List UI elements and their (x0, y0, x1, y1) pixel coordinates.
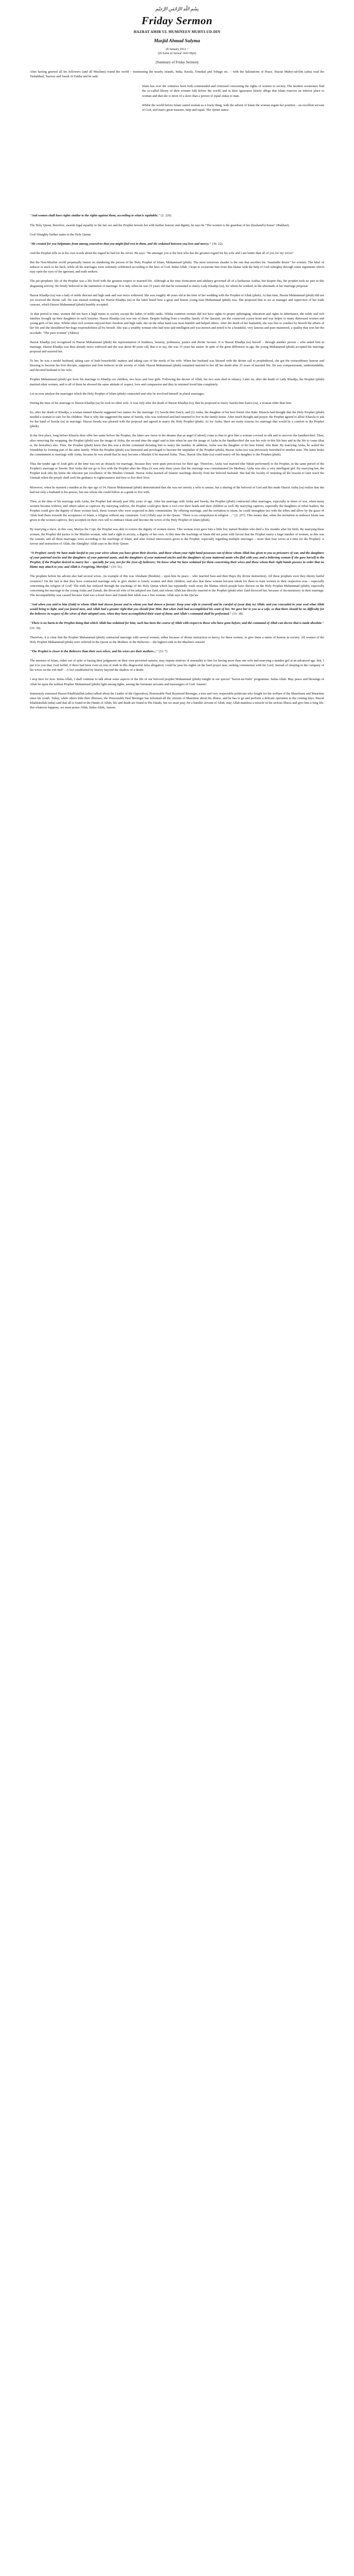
quote-reference: (33: 39). (30, 626, 41, 630)
quran-quote (30, 621, 324, 630)
paragraph: By marrying a slave, in this case, Mariya the Copt, the Prophet was able to restore the dignity of women slaves. This woman even gave him a little boy named Ibrahim who died a few months after his birth. By marrying these women, the Prophet did justice to the Muslim woman, who had a right in society, a dignity of her own. At this time the teachings of Islam did not point with favour that the Prophet marry a large number of women, as this was the custom, and all these marriages were according to the teachings of Islam, and after formal intercession given to the Prophet, especially regarding multiple marriages – more than four wives at a time (to the Prophet). A favour and instruction of Allah, the Almighty! Allah says in the Holy Quran: (30, 528, 324, 546)
bismillah-heading: بِسْمِ اللّهِ الرَّحْمٰنِ الرَّحِيْمِ (155, 6, 199, 11)
paragraph: So, after the death of Khadija, a woman named Khawla suggested two names for the marriage: (1) Sawda bint Zam'a, and (2) Aisha, the daughter of his best friend Abu Bakr. Khawla had thought that the Holy Prophet (pbuh) needed a woman to care for his children. That is why she suggested the name of Sawda, who was widowed and had returned to live in the family home. After much thought and prayer, the Prophet agreed to allow Khawla to ask for the hand of Sawda (ra) in marriage. Hazrat Sawda was pleased with the proposal and agreed to marry the Holy Prophet (pbuh). As for Aisha, there are many reasons for marriage that would be a comfort to the Prophet (pbuh). (30, 410, 324, 429)
paragraph: Thus the tender age of Arab girls at the time was not an obstacle for marriage, because they were quite precocious for their age. Therefore, Aisha was married (the Nikah performed) to the Prophet, in the same period of the Prophet's marriage to Sawda. But Aisha did not go to live with the Prophet after the Hijra (it was only three years that the marriage was consummated (in Medina). Aisha was also a very intelligent girl. By marrying her, the Prophet took into his home the educator par excellence of the Muslim Ummah. Hazrat Aisha learned all Islamic teachings directly from her beloved husband. She had the faculty of retaining all the lessons to later teach the Ummah when the people shall seek the guidance to righteousness and how to live their lives. (30, 462, 324, 480)
quote-reference: (30: 22). (212, 242, 223, 246)
quote-reference: (2: 229). (161, 214, 172, 218)
paragraph: The prophets before his advent also had several wives. An example of this was Abraham (Ibrahim) – upon him be peace – who married Sara and then Hajra (by divine instruction). All these prophets were they thirsty lustful creatures? On the fact is that they have contracted marriage only to give shelter to lonely women and their children, and also that these women become ideals for them to train women in their respective eras – especially concerning the religion of God? The truth has surfaced through the teachings of the Holy Quran which has repeatedly wash away the blames which people have thrown on the Holy Prophet Muhammad (pbuh), especially concerning his marriage to the young Aisha and Zainab, the divorced wife of his adopted son Zaid, and whom Allah has directly married to the Prophet (pbuh) after Zaid divorced her, because of inconsistency in their marriage. The incompatibility was caused because Zaid was a freed slave and Zainab bint Jahsh was a free woman. Allah says in the Qur'an: (30, 574, 324, 597)
paragraph: At that period in time, women did not have a high status in society except the ladies of noble ranks. Whilst common women did not have rights to proper upbringing, education and rights to inheritance, the noble and rich families brought up their daughters in such luxuries. Hazrat Khadija (ra) was one of them. Despite hailing from a wealthy family of the Quraish, yet she conserved a pure heart and was helper to many distressed women and young girls of her time. Whilst other rich women enjoyed their freedom and high rank, she on the other hand was most humble and helped others. After the death of her husbands, she was free to conduct by herself the affairs of her life and she shouldered her huge responsibilities all by herself. She was a wealthy woman who had wise and intelligent and was known and noted to be a beautiful, very famous and pure-mannered, a quality that won her the accolade: "The pure woman" (Tahira). (30, 312, 324, 335)
paragraph: Hazrat Khadija (ra) was a lady of noble descent and high rank and was twice widowed. She was roughly 40 years old at the time of her wedding with the Prophet of Allah (pbuh). At that time, Hazrat Muhammad (pbuh) did not yet received the divine call. He was instead working for Hazrat Khadija (ra) in the latter heard how a great and honest young man Muhammad (pbuh) was. She proposed him to act as manager and supervisor of her trade caravan, which Hazrat Muhammad (pbuh) humbly accepted. (30, 293, 324, 307)
wedding-illustration (30, 84, 133, 207)
quran-quote (30, 602, 324, 616)
paragraph: During the time of his marriage to Hazrat Khadija (ra) he took no other wife. It was only after the death of Hazrat Khadija (ra), that he proposed to marry Sawda bint Zam'a (ra), a woman older than him. (30, 401, 292, 405)
quran-quote (30, 242, 324, 246)
paragraph: But the Non-Muslim world perpetually insists on slandering the person of the Holy Prophet of Islam, Muhammad (pbuh). The most notorious slander is the one that ascribes his "insatiable desire" for women. The label of seducer is stuck to his back, while all his marriages were solemnly celebrated according to the laws of God. Insha-Allah, I hope to exonerate him from this blame with the help of God Almighty through some arguments which may open the eyes of the ignorant, and truth seekers. (30, 261, 324, 274)
paragraph: Then, at the time of his marriage with Aisha, the Prophet had already past fifty years of age. After his marriage with Aisha and Sawda, the Prophet (pbuh) contracted other marriages, especially in times of war, when many women became widows, and others taken as captives. By marrying widows, the Prophet could give them a roof over their heads and their children as well. By marrying captives, especially the daughters of tribal leaders, the Prophet could give the dignity of these women back, those women who were respected in their communities. By offering marriage, and the invitation to Islam, he could strengthen ties with the tribes and allow by the grace of Allah lead them towards the acceptance of Islam, a religion without any constraint. God (Allah) says in the Quran: "There is no compulsion in religion …" (2: 257). This means that, when the invitation to embrace Islam was given to the women captives, they accepted on their own will to embrace Islam and become the wives of the Holy Prophet of Islam (pbuh). (30, 499, 324, 522)
intro-section (30, 84, 324, 208)
date-gregorian: 20 January 2012 ~ (165, 47, 189, 51)
paragraph: Immensely esteemed Hazrat Khalifatullah (atba) talked about the Leader of the Opposition, Honourable Paul Raymond Berenger, a true and very respectable politician who fought for the welfare of the Mauritians and Mauritius since his youth. Today, while others hide their illnesses, the Honourable Paul Berenger has informed all the citizens of Mauritius about his illness, and he has to go and perform a delicate operation in the coming days. Hazrat Khalifatullah (atba) said that all is found in the Hands of Allah; life and death are found in His Hands, but we must pray for a humble servant of Allah, may Allah manifest a miracle in his serious illness and give him a long life. But whatever happens, we must praise Allah, Insha-Allah, Ameen. (30, 691, 324, 710)
paragraph: The enemies of Islam, either out of spite or basing their judgments on their own perverted natures, may impute motives of sensuality to him for having more than one wife and marrying a maiden girl at an advanced age. But, I put it to you that, God forbid, if there had been even an iota of truth in this disgraceful false allegation, could he pass his nights on the hard prayer mat, seeking communion with his Lord, instead of sleeping in the company of his wives on the soft bed? – A fact established by history beyond the shadow of a doubt. (30, 659, 324, 672)
intro-text-column (142, 84, 324, 208)
paragraph: God Almighty further states in the Holy Quran: (30, 232, 92, 236)
illustration-background (30, 84, 133, 207)
quote-text: "There is no harm in the Prophet doing that which Allah has ordained for him; such has been the course of Allah with respect to those who have gone before; and the command of Allah can decree that is made absolute." (30, 621, 324, 625)
summary-label: (Summary of Friday Sermon) (155, 60, 199, 64)
paragraph: Moreover, when he married a maiden at the ripe age of 54, Hazrat Muhammad (pbuh) demonstrated that she was not merely a wife to amuse, but a sharing of the beloved of God and this made Hazrat Aisha (ra) realize that she had not only a husband in his person, but one whom she could follow as a guide to live with. (30, 485, 324, 494)
quote-text: "And women shall have rights similar to the rights against them, according to what is equitable;" (30, 214, 160, 218)
page-title: Friday Sermon (141, 14, 213, 27)
paragraph: To her, he was a model husband, taking care of both households' matters and taking care of the needs of his wife. When her husband was blessed with the divine call to prophethood, she got the extraordinary honour and blessing to become his first disciple, supporter and firm believer in the society of Allah. Hazrat Muhammad (pbuh) remained married to her till her death after 25 years of married life. He was compassionate, understandable, and devoted husband to his wife. (30, 359, 324, 372)
paragraph: In the first place, long before Khawla does offer her name before the Prophet, the latter saw twice in his dreams that an angel (Gabriel) come to him to give him a woman covered in silk and to uncover the handkerchief. Then, after removing the wrapping, the Prophet (pbuh) saw the image of Aisha, the second time the angel said to him when he saw the image of Aisha in the handkerchief she was his wife in this life here and in the life to come (that is, the hereafter) also. Thus, the Prophet (pbuh) knew that this was a divine command dictating him to marry the maiden. In addition, Aisha was the daughter of his best friend, Abu Bakr. By marrying Aisha, he sealed the friendship by forming part of the same family. When the Prophet (pbuh) was honoured and privileged to become the stepfather of the Prophet (pbuh), Hazrat Aisha (ra) was previously betrothed to another man. The latter broke the commitment to marriage with Aisha, because he was afraid that he may become a Muslim if he married Aisha. Thus, Hazrat Abu Bakr (ra) could marry off his daughter to the Prophet (pbuh). (30, 434, 324, 456)
paragraph: The pre-prophetic life of the Prophet was a life lived with the greatest respect to married life. Although at the time fornication and adultery governed all of a barbarous Arabia, but despite this, the prophet took no part in this disgusting activity. He firmly believed in the institution of marriage. It is only when he was 25 years old that he consented to marry Lady Khadija (ra), for whom he worked, in the aftermath of her marriage proposal. (30, 279, 324, 288)
paragraph: Islam has over the centuries been both commended and criticised concerning the rights of women in society. The modern westerners find the so-called liberty of their women folk before the world, and in their ignorance falsely allege that Islam reserves an inferior place to woman and that she is more of a slave than a person of equal status to man. (142, 84, 324, 98)
speaker-title: HAZRAT AMIR'UL MUMINEEN MUHYI-UD-DIN (133, 30, 221, 34)
quote-text: "He created for you helpmates from among yourselves that you might find rest in them, and He ordained between you love and mercy;" (30, 242, 211, 246)
quote-text: "O Prophet! surely We have made lawful to you your wives whom you have given their dowries, and those whom your right hand possesses out of those whom Allah has given to you as prisoners of war, and the daughters of your paternal uncles and the daughters of your paternal aunts, and the daughters of your maternal uncles and the daughters of your maternal aunts who fled with you; and a believing woman if she gave herself to the Prophet, if the Prophet desired to marry her – specially for you, not for the (rest of) believers; We know what We have ordained for them concerning their wives and those whom their right hands possess in order that no blame may attach to you; and Allah is Forgiving, Merciful." (30, 551, 324, 569)
paragraph: Hazrat Khadija (ra) recognized in Hazrat Muhammad (pbuh) the representation of kindness, honesty, politeness, justice and divine favours. It is Hazrat Khadija (ra) herself – through another person – who asked him in marriage. Hazrat Khadija was then already twice widowed and she was about 40 years old, that is to say, she was 15 years his senior. In spite of the great difference in age, the young Muhammad (pbuh) accepted the marriage proposal and married her. (30, 340, 324, 353)
mosque-name: Masjid Ahmad Sulyma (154, 39, 200, 44)
quran-quote (30, 213, 324, 218)
quote-reference: (33: 51). (111, 565, 122, 569)
quote-text: "And when you said to him (Zaid) to whom Allah had shown favour and to whom you had shown a favour: Keep your wife to yourself and be careful of (your duty to) Allah; and you concealed in your soul what Allah would bring to light, and you feared men, and Allah had a greater right that you should fear Him. But when Zaid had accomplished his want of her, We gave her to you as a wife, so that there should be no difficulty for the believers in respect of the wives of their adopted sons, when they have accomplished their want of them; and Allah's command shall be performed." (30, 603, 324, 616)
sermon-body (30, 213, 324, 710)
paragraph: Prophet Muhammad (pbuh) got from his marriage to Khadija six children, two boys and four girls. Following the decree of Allah, his two sons died in infancy. Later on, after the death of Lady Khadija, the Prophet (pbuh) married other women, and to all of them he showed the same attitude of respect, love and compassion and they in returned loved him completely. (30, 378, 324, 386)
paragraph: Whilst the world before Islam casted woman as a lowly thing, with the advent of Islam the woman regain her position – an excellent servant of God, and man's great treasure, help and equal. The Quran states: (142, 103, 324, 112)
quote-reference: (33: 38). (232, 612, 244, 616)
quote-text: "The Prophet is closer to the Believers than their own selves, and his wives are their mothers..." (30, 649, 158, 653)
quran-quote (30, 551, 324, 570)
paragraph: The Holy Quran, therefore, awards legal equality to the fair sex and the Prophet invests her with further honour and dignity, he says he "The women is the guardian of her (husband's) house" (Bukhari). (30, 223, 290, 227)
paragraph: Let us now analyse the marriages which the Holy Prophet of Islam (pbuh) contracted and why he involved himself in plural marriages. (30, 392, 205, 396)
paragraph: I stop here for now. Insha-Allah, I shall continue to talk about some aspects of the life of our beloved prophet Muhammad (pbuh) tonight in our special "Seerat-un-Nabi" programme. Insha-Allah. May peace and blessings of Allah be upon the noblest Prophet Muhammad (pbuh) light among lights, among the fortunate servants and messengers of God. Ameen! (30, 677, 324, 686)
quran-quote (30, 649, 324, 654)
intro-paragraph: After having greeted all his followers (and all Muslims) round the world – mentioning the nearby islands, India, Kerala, Trinidad and Tobago etc. – with the Salutations of Peace, Hazrat Muhyi-ud-Din (atba) read the Tashahhud, Taawuz and Surah Al Fatiha and he said: (30, 70, 324, 79)
date-hijri: (26 Safar ul Awwal 1433 Hijri) (157, 52, 197, 55)
paragraph: And the Prophet tells us in his own words about the regard he had for his wives. He says: "Be amongst you is the best who has the greatest regard for his wife and I am better than all of you for my wives". (30, 251, 295, 255)
image-column (30, 84, 133, 208)
quote-reference: (33: 7) (158, 649, 168, 653)
paragraph: Therefore, it is clear that the Prophet Muhammad (pbuh) contracted marriage with several women, either because of divine instruction or mercy for these women, to give them a status of honour in society. All women of the Holy Prophet Muhammad (pbuh) were referred in the Quran as the Mothers of the Believers – the highest rank in the Muslim's esteem! (30, 635, 324, 644)
